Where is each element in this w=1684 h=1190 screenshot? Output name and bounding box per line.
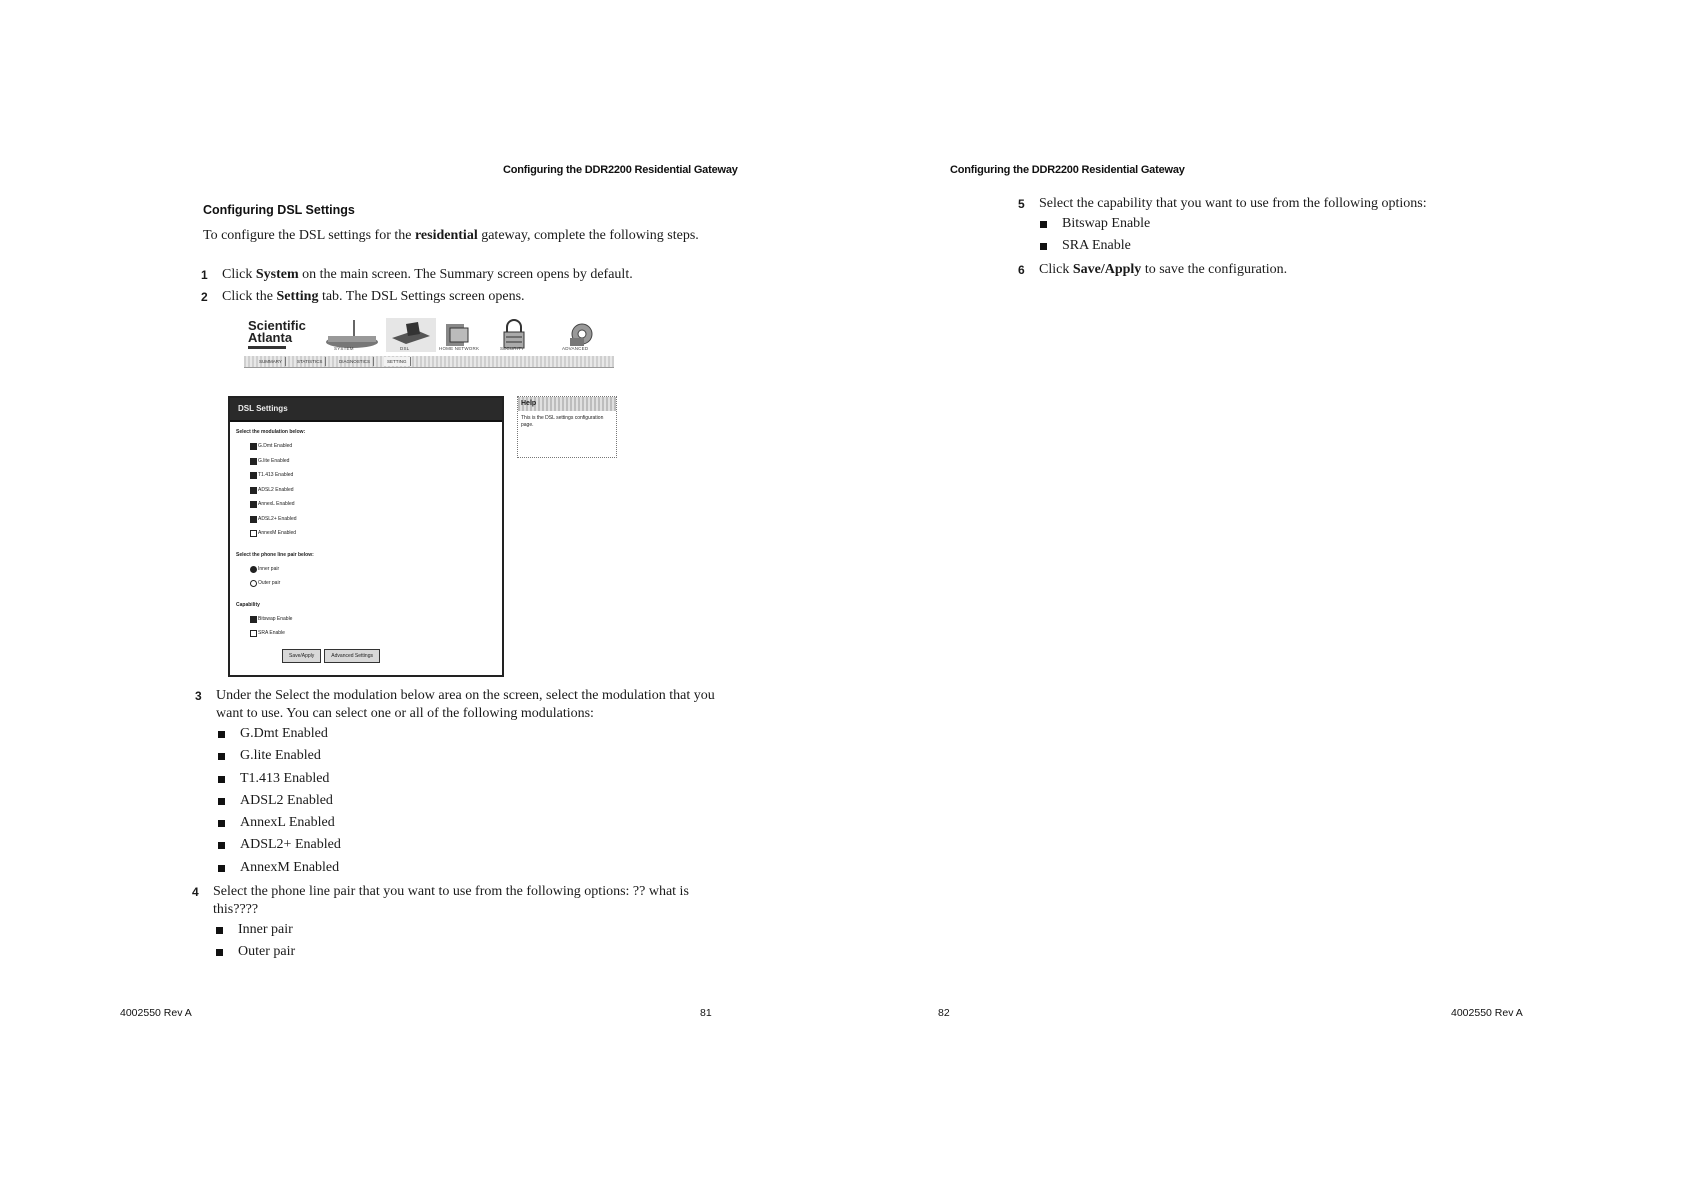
dsl-settings-panel [228, 396, 504, 677]
list-item: G.lite Enabled [216, 745, 341, 767]
document-id: 4002550 Rev A [120, 1007, 192, 1019]
modulation-checkbox[interactable]: T1.413 Enabled [236, 468, 496, 483]
tab-diagnostics[interactable]: DIAGNOSTICS [336, 357, 374, 366]
modulation-checkbox[interactable]: AnnexM Enabled [236, 526, 496, 541]
scientific-atlanta-logo: Scientific Atlanta [248, 320, 306, 349]
dsl-panel-title: DSL Settings [230, 398, 502, 422]
tab-setting[interactable]: SETTING [384, 357, 411, 366]
modulation-checkbox[interactable]: G.lite Enabled [236, 454, 496, 469]
list-item: AnnexM Enabled [216, 857, 341, 879]
list-item: ADSL2+ Enabled [216, 834, 341, 856]
modulation-checkbox[interactable]: ADSL2 Enabled [236, 483, 496, 498]
gateway-header [236, 316, 616, 374]
document-id: 4002550 Rev A [1451, 1007, 1523, 1019]
modulation-label: Select the modulation below: [236, 429, 306, 435]
page-number: 81 [700, 1007, 712, 1019]
section-title: Configuring DSL Settings [203, 203, 355, 217]
running-head: Configuring the DDR2200 Residential Gateway [950, 164, 1185, 176]
step-4: 4 Select the phone line pair that you want to use from the following options: ?? what is this???? [192, 884, 689, 917]
capability-label: Capability [236, 601, 260, 608]
line-pair-label: Select the phone line pair below: [236, 551, 314, 558]
line-pair-list [214, 919, 295, 964]
list-item: SRA Enable [1038, 235, 1150, 257]
step-3: 3 Under the Select the modulation below area on the screen, select the modulation that you want to use. You can select one or all of the following modulations: [195, 688, 715, 721]
dsl-settings-screenshot [226, 316, 618, 680]
dsl-icon[interactable] [386, 318, 436, 352]
tab-statistics[interactable]: STATISTICS [294, 357, 326, 366]
step-6: 6 Click Save/Apply to save the configuration. [1018, 262, 1288, 277]
step-2: 2 Click the Setting tab. The DSL Settings screen opens. [201, 289, 525, 304]
list-item: ADSL2 Enabled [216, 790, 341, 812]
intro-paragraph: To configure the DSL settings for the residential gateway, complete the following steps. [203, 228, 699, 243]
advanced-settings-button[interactable]: Advanced Settings [324, 649, 380, 663]
step-5: 5 Select the capability that you want to use from the following options: [1018, 196, 1427, 211]
list-item: T1.413 Enabled [216, 768, 341, 790]
tab-bar [244, 356, 614, 368]
modulation-checkbox[interactable]: G.Dmt Enabled [236, 439, 496, 454]
outer-pair-radio[interactable]: Outer pair [236, 576, 496, 591]
help-title: Help [518, 397, 616, 411]
nav-advanced[interactable]: ADVANCED [562, 346, 589, 351]
sra-checkbox[interactable]: SRA Enable [236, 626, 496, 641]
step-1: 1 Click System on the main screen. The Summary screen opens by default. [201, 267, 633, 282]
list-item: G.Dmt Enabled [216, 723, 341, 745]
nav-system[interactable]: SYSTEM [334, 346, 354, 351]
right-page [842, 0, 1684, 1190]
modulation-checkbox[interactable]: AnnexL Enabled [236, 497, 496, 512]
capability-list [1038, 213, 1150, 258]
nav-home-network[interactable]: HOME NETWORK [439, 346, 480, 351]
modulation-list [216, 723, 341, 879]
page-number: 82 [938, 1007, 950, 1019]
help-text: This is the DSL settings configuration page. [521, 415, 604, 428]
tab-summary[interactable]: SUMMARY [256, 357, 286, 366]
list-item: Inner pair [214, 919, 295, 941]
help-panel [517, 396, 617, 458]
list-item: AnnexL Enabled [216, 812, 341, 834]
nav-security[interactable]: SECURITY [500, 346, 525, 351]
save-apply-button[interactable]: Save/Apply [282, 649, 321, 663]
list-item: Outer pair [214, 941, 295, 963]
modulation-checkbox[interactable]: ADSL2+ Enabled [236, 512, 496, 527]
list-item: Bitswap Enable [1038, 213, 1150, 235]
nav-dsl[interactable]: DSL [400, 346, 410, 351]
running-head: Configuring the DDR2200 Residential Gateway [503, 164, 738, 176]
inner-pair-radio[interactable]: Inner pair [236, 562, 496, 577]
bitswap-checkbox[interactable]: Bitswap Enable [236, 612, 496, 627]
